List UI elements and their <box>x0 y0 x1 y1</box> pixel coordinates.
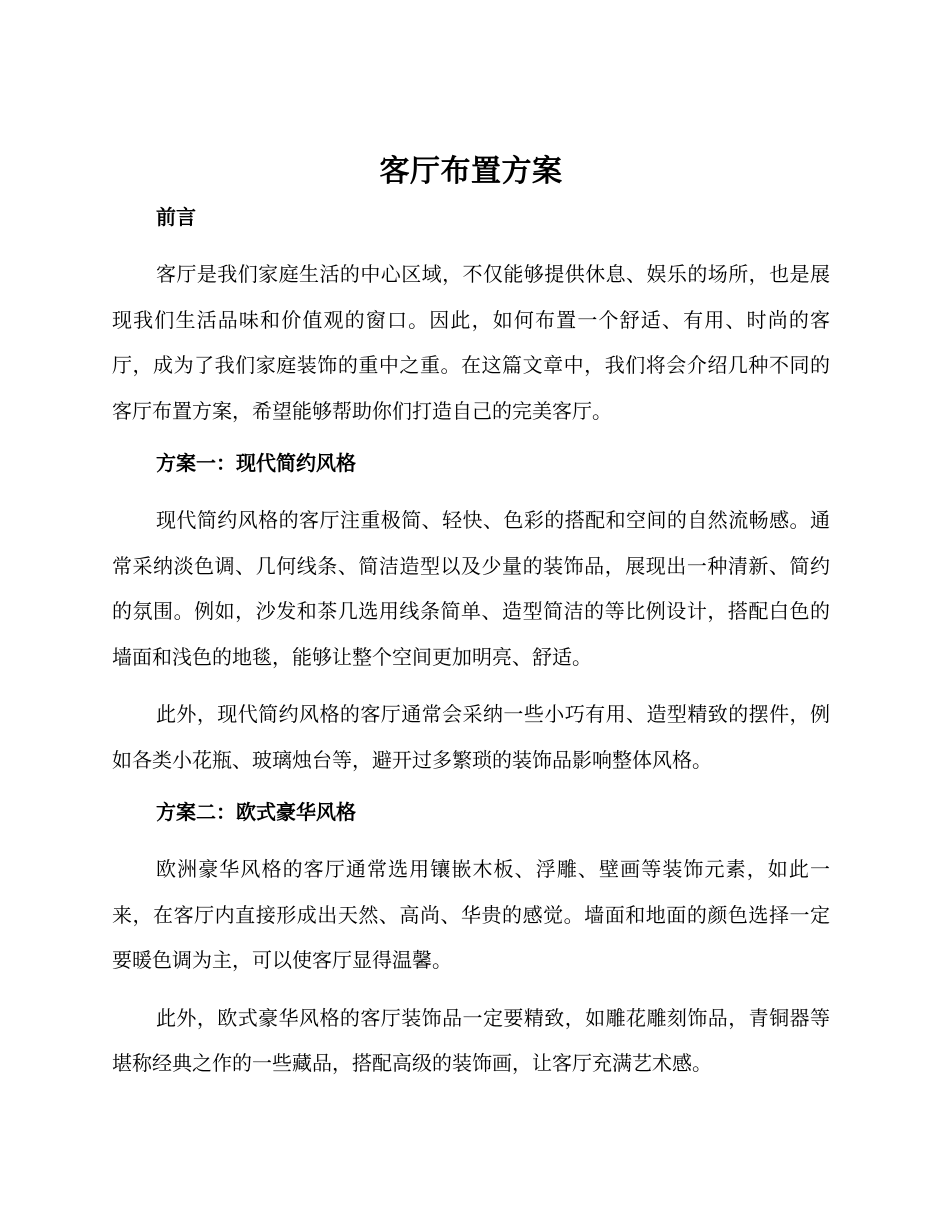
paragraph: 此外，现代简约风格的客厅通常会采纳一些小巧有用、造型精致的摆件，例如各类小花瓶、玻璃烛台等，避开过多繁琐的装饰品影响整体风格。 <box>112 702 830 772</box>
paragraph: 此外，欧式豪华风格的客厅装饰品一定要精致，如雕花雕刻饰品，青铜器等堪称经典之作的一些藏品，搭配高级的装饰画，让客厅充满艺术感。 <box>112 1005 830 1075</box>
section-european-luxury <box>112 797 830 1087</box>
paragraph: 现代简约风格的客厅注重极简、轻快、色彩的搭配和空间的自然流畅感。通常采纳淡色调、几何线条、简洁造型以及少量的装饰品，展现出一种清新、简约的氛围。例如，沙发和茶几选用线条简单、造型简洁的等比例设计，搭配白色的墙面和浅色的地毯，能够让整个空间更加明亮、舒适。 <box>112 508 830 669</box>
document-title: 客厅布置方案 <box>379 154 563 189</box>
paragraph: 客厅是我们家庭生活的中心区域，不仅能够提供休息、娱乐的场所，也是展现我们生活品味和价值观的窗口。因此，如何布置一个舒适、有用、时尚的客厅，成为了我们家庭装饰的重中之重。在这篇文章中，我们将会介绍几种不同的客厅布置方案，希望能够帮助你们打造自己的完美客厅。 <box>112 262 830 423</box>
section-preface <box>112 202 830 434</box>
section-heading: 前言 <box>156 205 196 229</box>
section-modern-minimal <box>112 448 830 783</box>
section-heading: 方案二：欧式豪华风格 <box>156 800 356 824</box>
paragraph: 欧洲豪华风格的客厅通常选用镶嵌木板、浮雕、壁画等装饰元素，如此一来，在客厅内直接形成出天然、高尚、华贵的感觉。墙面和地面的颜色选择一定要暖色调为主，可以使客厅显得温馨。 <box>112 857 830 972</box>
document-page <box>112 150 830 1099</box>
section-heading: 方案一：现代简约风格 <box>156 451 356 475</box>
